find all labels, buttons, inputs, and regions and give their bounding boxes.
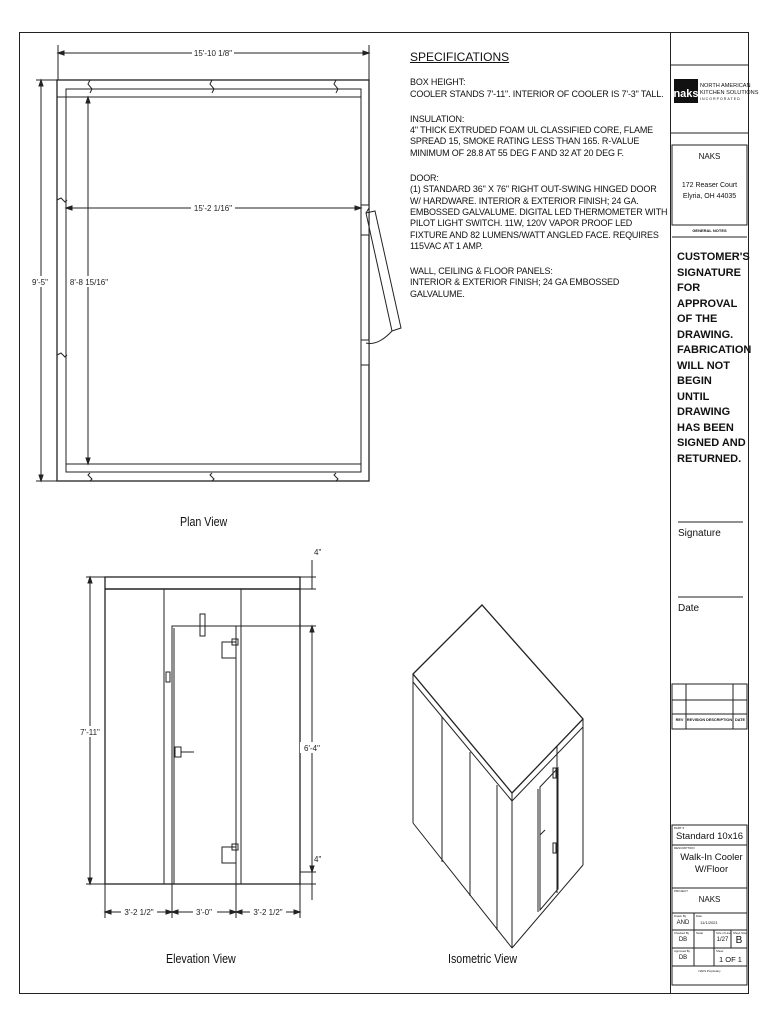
company-logo [673,79,758,103]
elev-overall-height: 7'-11" [80,728,100,737]
date-small-label: Date [696,914,702,918]
project-value: NAKS [698,895,721,904]
elev-top-offset: 4" [314,548,322,557]
plan-interior-width: 15'-2 1/16" [193,204,233,213]
rev-date-header: DATE [734,718,746,722]
sheet-size-label: Size of Line [716,931,731,935]
plan-overall-depth: 9'-5" [32,278,48,287]
svg-text:naks: naks [673,88,699,100]
rev-column-header: REV [675,718,684,722]
plan-interior-depth: 8'-8 15/16" [69,278,109,287]
elev-door-width: 3'-0" [196,908,212,917]
sheet-value: 1 OF 1 [719,955,742,964]
plan-view [36,45,401,481]
elevation-view [86,560,316,918]
size-value: B [735,935,743,946]
revision-description-header: REVISION DESCRIPTION [686,718,733,722]
spec-panels: WALL, CEILING & FLOOR PANELS: INTERIOR & EXTERIOR FINISH; 24 GA EMBOSSED GALVALUME. [410,266,620,299]
isometric-view-label: Isometric View [448,951,518,966]
date-value: 11/1/2021 [700,920,718,925]
approved-by-value: DB [678,955,688,961]
isometric-view [413,605,583,948]
description-value: Walk-In Cooler W/Floor [680,852,743,875]
part-value: Standard 10x16 [675,831,744,842]
elev-bottom-offset: 4" [314,855,322,864]
company-name: NAKS [698,152,721,161]
checked-by-value: DB [678,937,688,943]
part-label: PART # [674,826,685,830]
svg-text:NORTH AMERICAN: NORTH AMERICAN [700,83,751,89]
spec-box-height: BOX HEIGHT: COOLER STANDS 7'-11". INTERIOR OF COOLER IS 7'-3" TALL. [410,77,664,99]
checked-by-label: Checked By [674,931,690,935]
svg-text:KITCHEN SOLUTIONS: KITCHEN SOLUTIONS [700,90,759,96]
signature-label: Signature [678,528,721,539]
svg-text:INCORPORATED: INCORPORATED [700,97,741,101]
company-address-2: Elyria, OH 44035 [682,193,737,200]
specifications-block [410,52,668,314]
footer-note: NAKS Proprietary [698,969,721,973]
sheet-label: Sheet [716,949,724,953]
elev-right-panel: 3'-2 1/2" [253,908,283,917]
plan-overall-width: 15'-10 1/8" [193,49,233,58]
approved-by-label: Approved By [674,949,691,953]
scale-value: 1/27 [716,937,729,943]
size-label: Sheet Size [733,931,747,935]
elev-door-height: 6'-4" [304,744,320,753]
drawn-by-label: Drawn By [674,914,687,918]
specifications-title: SPECIFICATIONS [410,50,510,64]
general-notes-label: GENERAL NOTES [692,228,727,233]
scale-label: Scale [696,931,703,935]
elev-left-panel: 3'-2 1/2" [124,908,154,917]
spec-door: DOOR: (1) STANDARD 36" X 76" RIGHT OUT-SWING HINGED DOOR W/ HARDWARE. INTERIOR & EXTERIOR FINISH; 24 GA. EMBOSSED GALVALUME. DIGITAL LED THERMOMETER WITH PILOT LIGHT SWITCH. 11W, 120V VAPOR PROOF LED FIXTURE AND 82 LUMENS/WATT ANGLED FACE. REQUIRES 115VAC AT 1 AMP. [410,173,668,251]
company-address-1: 172 Reaser Court [681,182,738,189]
spec-insulation: INSULATION: 4" THICK EXTRUDED FOAM UL CLASSIFIED CORE, FLAME SPREAD 15, SMOKE RATING LESS THAN 165. R-VALUE MINIMUM OF 28.8 AT 55 DEG F AND 32 AT 20 DEG F. [410,113,654,158]
plan-view-label: Plan View [180,514,228,529]
project-label: PROJECT [674,889,689,893]
description-label: DESCRIPTION [674,846,695,850]
drawn-by-value: AND [676,920,690,926]
date-label: Date [678,603,700,614]
elevation-view-label: Elevation View [166,951,236,966]
customer-approval-note: CUSTOMER'S SIGNATURE FOR APPROVAL OF THE DRAWING. FABRICATION WILL NOT BEGIN UNTIL DRAWING HAS BEEN SIGNED AND RETURNED. [677,251,752,465]
